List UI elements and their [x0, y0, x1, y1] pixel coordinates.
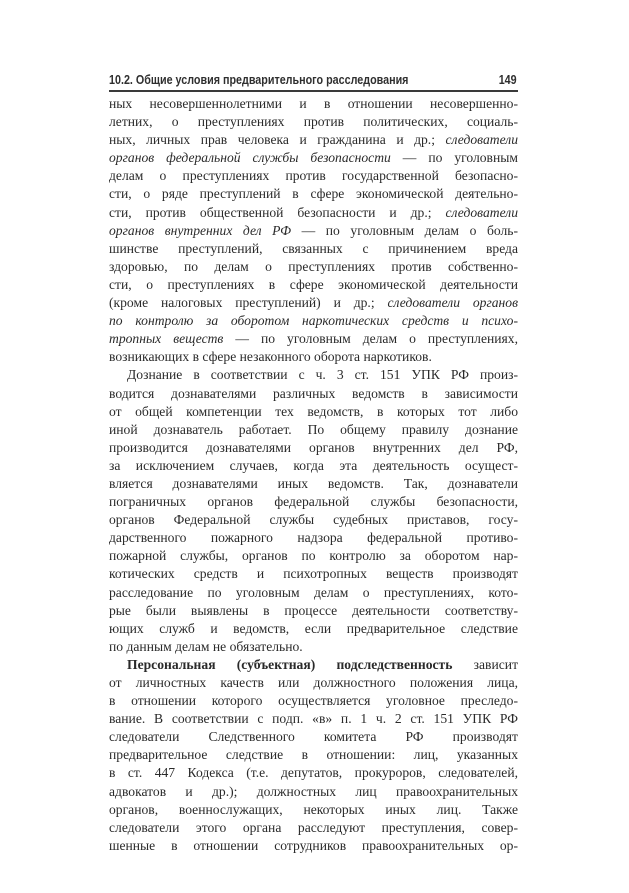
- text-line: [109, 348, 518, 366]
- text-line: [109, 475, 518, 493]
- text-line: [109, 366, 518, 384]
- text-line: [109, 113, 518, 131]
- text-run: шинстве преступлений, связанных с причинением вреда: [109, 240, 518, 256]
- italic-term: органов внутренних дел РФ: [109, 222, 292, 238]
- text-run: делам о преступлениях против государственной безопасно-: [109, 168, 518, 184]
- text-line: [109, 149, 518, 167]
- text-run: (кроме налоговых преступлений) и др.;: [109, 295, 388, 311]
- text-run: шенные в отношении сотрудников правоохранительных ор-: [109, 837, 518, 853]
- text-run: производится дознавателями органов внутренних дел РФ,: [109, 439, 518, 455]
- text-run: пожарной службы, органов по контролю за оборотом нар-: [109, 548, 518, 564]
- text-run: водится дознавателями различных ведомств в зависимости: [109, 385, 518, 401]
- text-run: летних, о преступлениях против политических, социаль-: [109, 114, 518, 130]
- text-line: [109, 294, 518, 312]
- running-header: [109, 73, 517, 87]
- italic-term: по контролю за оборотом наркотических средств и психо-: [109, 313, 518, 329]
- text-line: [109, 565, 518, 583]
- bold-term: Персональная (субъектная) подследственность: [127, 656, 453, 672]
- text-line: [109, 421, 518, 439]
- text-line: [109, 258, 518, 276]
- text-run: от общей компетенции тех ведомств, в которых тот либо: [109, 403, 518, 419]
- text-line: [109, 529, 518, 547]
- text-line: [109, 167, 518, 185]
- text-run: сти, против общественной безопасности и др.;: [109, 204, 446, 220]
- text-run: — по уголовным делам о боль-: [291, 222, 518, 238]
- text-line: [109, 493, 518, 511]
- text-line: [109, 602, 518, 620]
- text-run: сти, о преступлениях в сфере экономической деятельности: [109, 276, 518, 292]
- text-line: [109, 728, 518, 746]
- text-line: [109, 710, 518, 728]
- text-line: [109, 240, 518, 258]
- text-run: котических средств и психотропных веществ производят: [109, 566, 518, 582]
- text-line: [109, 547, 518, 565]
- text-run: расследование по уголовным делам о преступлениях, кото-: [109, 584, 518, 600]
- italic-term: тропных веществ: [109, 331, 224, 347]
- text-run: предварительное следствие в отношении: лиц, указанных: [109, 747, 518, 763]
- text-run: ных несовершеннолетними и в отношении несовершенно-: [109, 96, 518, 111]
- text-run: рые были выявлены в процессе деятельности соответству-: [109, 602, 518, 618]
- text-line: [109, 819, 518, 837]
- running-header-title: 10.2. Общие условия предварительного расследования: [109, 73, 409, 87]
- page-body-text: [109, 95, 518, 855]
- text-run: ных, личных прав человека и гражданина и др.;: [109, 132, 446, 148]
- text-line: [109, 276, 518, 294]
- text-run: возникающих в сфере незаконного оборота наркотиков.: [109, 349, 432, 365]
- text-run: Дознание в соответствии с ч. 3 ст. 151 УПК РФ произ-: [127, 367, 518, 383]
- text-run: в ст. 447 Кодекса (т.е. депутатов, прокуроров, следователей,: [109, 765, 518, 781]
- italic-term: органов федеральной службы безопасности: [109, 150, 391, 166]
- text-run: в отношении которого осуществляется уголовное преследо-: [109, 693, 518, 709]
- text-run: ющих служб и ведомств, если предварительное следствие: [109, 620, 518, 636]
- text-run: — по уголовным делам о преступлениях,: [223, 331, 518, 347]
- text-line: [109, 511, 518, 529]
- italic-term: следователи: [445, 204, 518, 220]
- text-run: органов, военнослужащих, некоторых иных лиц. Также: [109, 801, 518, 817]
- text-run: адвокатов и др.); должностных лиц правоохранительных: [109, 783, 518, 799]
- text-line: [109, 674, 518, 692]
- text-line: [109, 330, 518, 348]
- text-line: [109, 837, 518, 855]
- italic-term: следователи органов: [387, 295, 518, 311]
- text-line: [109, 222, 518, 240]
- text-run: сти, о ряде преступлений в сфере экономической деятельно-: [109, 186, 518, 202]
- text-line: [109, 764, 518, 782]
- text-line: [109, 385, 518, 403]
- text-run: по данным делам не обязательно.: [109, 638, 303, 654]
- text-line: [109, 312, 518, 330]
- text-line: [109, 204, 518, 222]
- text-run: от личностных качеств или должностного положения лица,: [109, 675, 518, 690]
- header-rule: [109, 90, 518, 92]
- text-line: [109, 131, 518, 149]
- text-line: [109, 638, 518, 656]
- text-line: [109, 457, 518, 475]
- text-line: [109, 403, 518, 421]
- text-run: здоровью, по делам о преступлениях против собственно-: [109, 258, 518, 274]
- text-line: [109, 620, 518, 638]
- text-line: [109, 783, 518, 801]
- italic-term: следователи: [445, 132, 518, 148]
- text-run: иной дознаватель работает. По общему правилу дознание: [109, 421, 518, 437]
- text-run: дарственного пожарного надзора федеральной противо-: [109, 530, 518, 546]
- text-run: органов Федеральной службы судебных приставов, госу-: [109, 512, 518, 528]
- text-run: за исключением случаев, когда эта деятельность осущест-: [109, 457, 518, 473]
- text-run: следователи Следственного комитета РФ производят: [109, 729, 518, 745]
- text-line: [109, 656, 518, 674]
- text-run: следователи этого органа расследуют преступления, совер-: [109, 819, 518, 835]
- text-run: зависит: [452, 656, 519, 672]
- text-line: [109, 584, 518, 602]
- text-run: — по уголовным: [390, 150, 518, 166]
- text-line: [109, 692, 518, 710]
- text-line: [109, 801, 518, 819]
- page-number: 149: [498, 73, 517, 87]
- text-line: [109, 95, 518, 113]
- text-line: [109, 185, 518, 203]
- text-run: вание. В соответствии с подп. «в» п. 1 ч. 2 ст. 151 УПК РФ: [109, 711, 518, 727]
- text-line: [109, 439, 518, 457]
- text-line: [109, 746, 518, 764]
- text-run: вляется дознавателями иных ведомств. Так, дознаватели: [109, 475, 518, 491]
- text-run: пограничных органов федеральной службы безопасности,: [109, 494, 518, 510]
